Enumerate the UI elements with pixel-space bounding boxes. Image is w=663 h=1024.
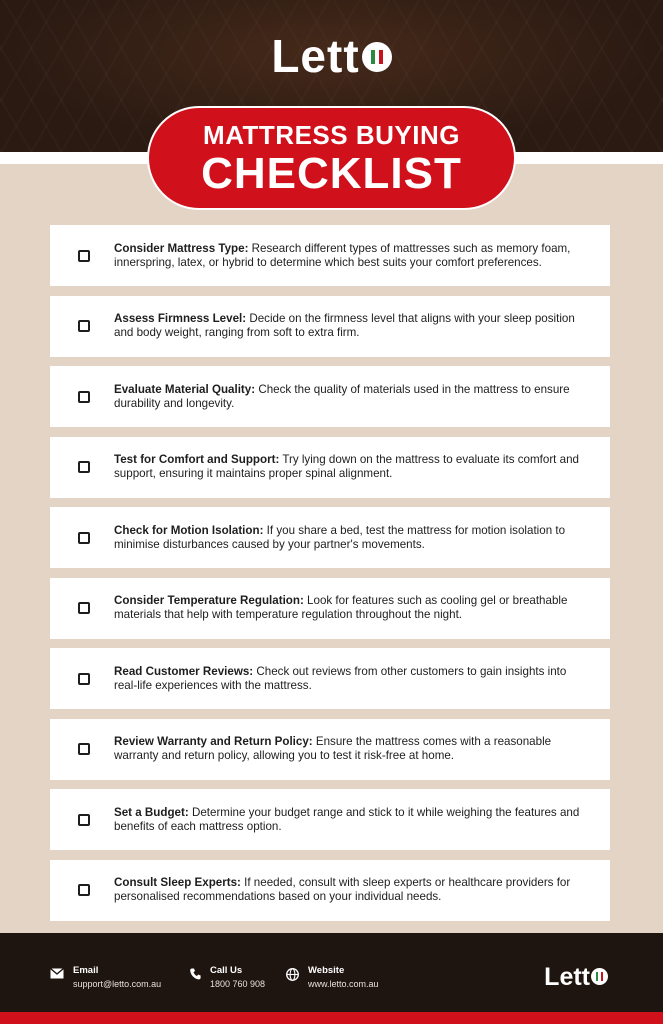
- checkbox-icon[interactable]: [78, 320, 90, 332]
- checklist-item: [50, 789, 610, 850]
- checkbox-icon[interactable]: [78, 814, 90, 826]
- logo-o-flag-icon: [362, 42, 392, 72]
- checkbox-icon[interactable]: [78, 673, 90, 685]
- checkbox-icon[interactable]: [78, 884, 90, 896]
- footer-phone[interactable]: Call Us 1800 760 908: [190, 965, 265, 991]
- checklist-item-text: Consider Temperature Regulation: Look for features such as cooling gel or breathable materials that help with temperature regulation throughout the night.: [114, 594, 568, 621]
- logo-o-flag-icon: [591, 968, 608, 985]
- checklist-item: [50, 648, 610, 709]
- checklist-item: [50, 719, 610, 780]
- footer-letto-logo: Lett: [544, 962, 608, 992]
- letto-logo: Lett: [0, 30, 663, 82]
- checklist-item-text: Read Customer Reviews: Check out reviews from other customers to gain insights into real-life experiences with the mattress.: [114, 664, 567, 692]
- checkbox-icon[interactable]: [78, 743, 90, 755]
- checklist-item-text: Set a Budget: Determine your budget range and stick to it while weighing the features and benefits of each mattress option.: [114, 805, 580, 833]
- footer-website[interactable]: Website www.letto.com.au: [286, 965, 379, 991]
- checklist: [50, 225, 610, 930]
- title-line-1: MATTRESS BUYING: [203, 120, 460, 150]
- checklist-item-text: Assess Firmness Level: Decide on the firmness level that aligns with your sleep position and body weight, ranging from soft to extra firm.: [114, 312, 575, 339]
- checkbox-icon[interactable]: [78, 461, 90, 473]
- globe-icon: [286, 968, 299, 981]
- footer-accent-bar: [0, 1012, 663, 1024]
- checklist-item: [50, 225, 610, 286]
- checkbox-icon[interactable]: [78, 532, 90, 544]
- envelope-icon: [50, 968, 64, 979]
- checklist-item-text: Test for Comfort and Support: Try lying down on the mattress to evaluate its comfort and support, ensuring it maintains proper spinal alignment.: [114, 453, 579, 480]
- checklist-item: [50, 296, 610, 357]
- checklist-item: [50, 437, 610, 498]
- checklist-item-text: Check for Motion Isolation: If you share a bed, test the mattress for motion isolation to minimise disturbances caused by your partner's movements.: [114, 523, 566, 551]
- checklist-item-text: Evaluate Material Quality: Check the quality of materials used in the mattress to ensure durability and longevity.: [114, 382, 570, 410]
- footer-email[interactable]: Email support@letto.com.au: [50, 965, 161, 991]
- checklist-item-text: Consider Mattress Type: Research different types of mattresses such as memory foam, innerspring, latex, or hybrid to determine which best suits your comfort preferences.: [114, 241, 571, 269]
- title-line-2: CHECKLIST: [201, 149, 462, 198]
- checklist-item: [50, 578, 610, 639]
- checklist-item-text: Review Warranty and Return Policy: Ensure the mattress comes with a reasonable warranty and return policy, allowing you to test it risk-free at home.: [114, 735, 552, 762]
- checkbox-icon[interactable]: [78, 602, 90, 614]
- checklist-item: [50, 366, 610, 427]
- checklist-item-text: Consult Sleep Experts: If needed, consult with sleep experts or healthcare providers for personalised recommendations based on your individual needs.: [114, 876, 571, 903]
- checkbox-icon[interactable]: [78, 391, 90, 403]
- footer: [0, 933, 663, 1012]
- title-badge: [147, 106, 516, 210]
- checklist-item: [50, 507, 610, 568]
- phone-icon: [190, 968, 201, 980]
- checkbox-icon[interactable]: [78, 250, 90, 262]
- checklist-item: [50, 860, 610, 921]
